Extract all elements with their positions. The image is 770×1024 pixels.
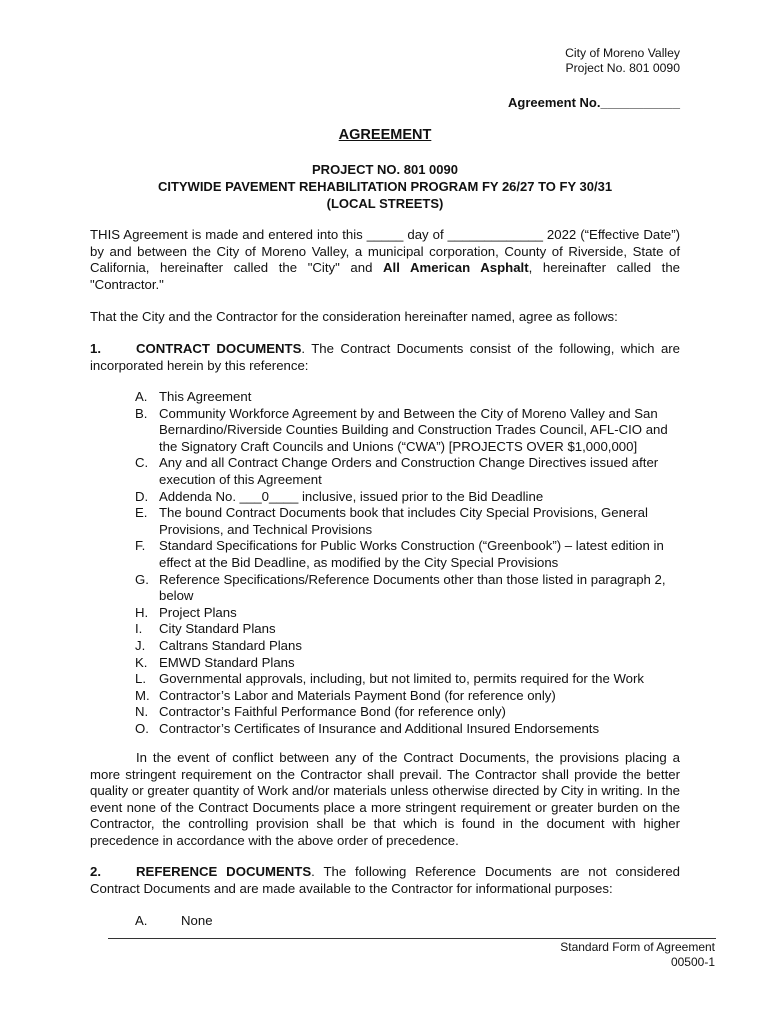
document-header [565,46,680,76]
page-footer [560,940,715,970]
list-item-letter: D. [135,488,149,504]
conflict-paragraph [90,750,680,850]
list-item-text: Contractor’s Faithful Performance Bond (for reference only) [159,704,506,720]
section-2-heading: REFERENCE DOCUMENTS [136,864,312,879]
list-item [135,605,680,622]
section-1-heading: CONTRACT DOCUMENTS [136,341,302,356]
contract-documents-list [135,389,680,737]
list-item-text: Contractor’s Labor and Materials Payment Bond (for reference only) [159,687,556,703]
list-item-text: Caltrans Standard Plans [159,637,302,653]
list-item [135,721,680,738]
list-item-letter: L. [135,671,146,687]
list-item-letter: G. [135,571,149,587]
list-item-text: Standard Specifications for Public Works Construction (“Greenbook”) – latest edition in effect at the Bid Deadline, as modified by the City Special Provisions [159,538,664,570]
list-item-letter: C. [135,455,149,471]
list-item [135,638,680,655]
reference-item-letter: A. [135,913,148,928]
list-item-letter: M. [135,687,150,703]
list-item [135,671,680,688]
conflict-text: In the event of conflict between any of the Contract Documents, the provisions placing a more stringent requirement on the Contractor shall prevail. The Contractor shall provide the better quality or greater quantity of Work and/or materials unless otherwise directed by City in writing. In the event none of the Contract Documents place a more stringent requirement or greater burden on the Contractor, the controlling provision shall be that which is found in the document with higher precedence in accordance with the above order of precedence. [90,750,680,848]
intro-text-1: THIS Agreement is made and entered into this _____ day of _____________ 2022 (“Effective Date”) by and between the City of Moreno Valley, a municipal corporation, County of Riverside, State of California, hereinafter called the "City" and [90,227,680,276]
list-item-text: Community Workforce Agreement by and Between the City of Moreno Valley and San Bernardino/Riverside Counties Building and Construction Trades Council, AFL-CIO and the Signatory Craft Councils and Unions (“CWA”) [PROJECTS OVER $1,000,000] [159,405,668,454]
section-1-text: . The Contract Documents consist of the following, which are incorporated herein by this reference: [90,341,681,373]
list-item-letter: O. [135,720,149,736]
list-item [135,655,680,672]
intro-paragraph [90,227,680,293]
list-item [135,505,680,538]
list-item [135,389,680,406]
footer-form-name: Standard Form of Agreement [560,940,715,954]
list-item-letter: A. [135,389,148,404]
city-name: City of Moreno Valley [565,46,680,60]
list-item-text: Reference Specifications/Reference Documents other than those listed in paragraph 2, below [159,571,666,604]
footer-page-number: 00500-1 [670,955,715,969]
list-item-letter: H. [135,604,149,620]
list-item [135,538,680,571]
list-item [135,489,680,506]
section-2-number: 2. [90,864,101,879]
subtitle-line-1: PROJECT NO. 801 0090 [312,162,458,177]
list-item-text: Governmental approvals, including, but not limited to, permits required for the Work [159,671,644,687]
list-item-text: Contractor’s Certificates of Insurance and Additional Insured Endorsements [159,720,600,736]
list-item-text: This Agreement [159,389,252,404]
list-item-letter: K. [135,654,148,670]
subtitle-line-3: (LOCAL STREETS) [326,196,444,211]
list-item-letter: I. [135,621,143,637]
list-item-text: Any and all Contract Change Orders and Construction Change Directives issued after execution of this Agreement [159,455,659,487]
project-subtitle [0,161,770,212]
subtitle-line-2: CITYWIDE PAVEMENT REHABILITATION PROGRAM FY 26/27 TO FY 30/31 [157,179,613,194]
footer-divider [108,938,716,939]
agree-paragraph: That the City and the Contractor for the consideration hereinafter named, agree as follows: [90,309,618,324]
reference-item-text: None [181,913,213,928]
list-item [135,455,680,488]
list-item-text: EMWD Standard Plans [159,654,295,670]
intro-text-2: , hereinafter called the "Contractor." [90,260,680,292]
section-1-number: 1. [90,341,101,356]
list-item-text: Addenda No. ___0____ inclusive, issued prior to the Bid Deadline [159,488,544,504]
page-title: AGREEMENT [338,127,432,143]
list-item-text: The bound Contract Documents book that includes City Special Provisions, General Provisions, and Technical Provisions [159,505,648,537]
list-item-text: Project Plans [159,604,237,620]
list-item [135,406,680,456]
list-item [135,621,680,638]
section-1 [90,341,680,374]
list-item [135,688,680,705]
contractor-name: All American Asphalt [383,260,529,276]
list-item-letter: N. [135,704,149,720]
section-2-text: . The following Reference Documents are not considered Contract Documents and are made available to the Contractor for informational purposes: [90,864,681,896]
list-item-text: City Standard Plans [159,621,276,637]
agreement-number: Agreement No.___________ [508,95,680,110]
list-item [135,704,680,721]
reference-item [135,913,213,930]
list-item [135,572,680,605]
list-item-letter: F. [135,538,146,554]
list-item-letter: B. [135,405,148,421]
section-2 [90,864,680,897]
project-number: Project No. 801 0090 [565,61,680,75]
list-item-letter: J. [135,637,146,653]
list-item-letter: E. [135,505,148,521]
